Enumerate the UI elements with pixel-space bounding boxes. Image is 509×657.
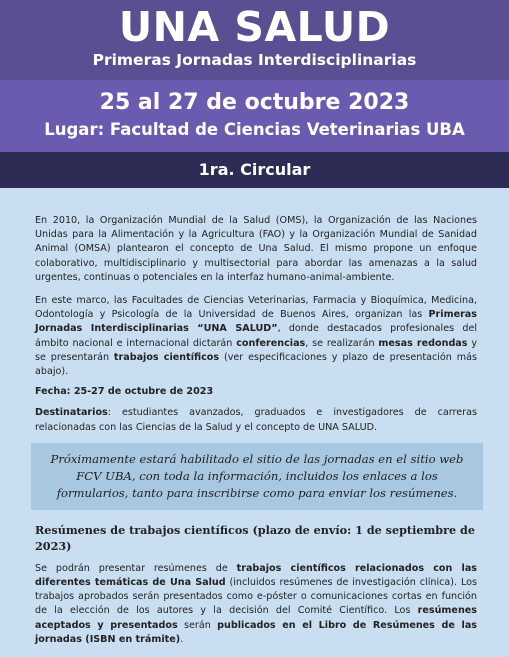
abstracts-paragraph <box>35 562 477 647</box>
text-run: (incluidos resúmenes de investigación clínica). Los trabajos aprobados serán presentados como e-póster o comunicaciones cortas en función de la elección de los autores y la decisión del Comité Científico. Los <box>35 577 477 617</box>
circular-label: 1ra. Circular <box>198 160 311 179</box>
event-subtitle: Primeras Jornadas Interdisciplinarias <box>92 51 417 69</box>
text-run: Se podrán presentar resúmenes de <box>35 562 237 574</box>
event-title: UNA SALUD <box>118 3 391 51</box>
text-run: , donde destacados profesionales del ámbito nacional e internacional dictarán <box>35 323 478 349</box>
bold-run: mesas redondas <box>378 337 468 349</box>
date-band <box>0 80 509 152</box>
text-run: , se realizarán <box>305 337 379 349</box>
audience-label: Destinatarios <box>35 407 108 419</box>
text-run: (ver especificaciones y plazo de presentación más abajo). <box>35 351 477 378</box>
website-notice: Próximamente estará habilitado el sitio de las jornadas en el sitio web FCV UBA, con toda la información, incluidos los enlaces a los formularios, tanto para inscribirse como para enviar los resúmenes. <box>31 443 483 510</box>
date-line: Fecha: 25-27 de octubre de 2023 <box>35 386 214 398</box>
text-run: serán <box>177 619 218 631</box>
audience-text: : estudiantes avanzados, graduados e investigadores de carreras relacionadas con las Ciencias de la Salud y el concepto de UNA SALUD. <box>35 407 477 433</box>
intro-paragraph: En 2010, la Organización Mundial de la Salud (OMS), la Organización de las Naciones Unidas para la Alimentación y la Agricultura (FAO) y la Organización Mundial de Sanidad Animal (OMSA) plantearon el concepto de Una Salud. El mismo propone un enfoque colaborativo, multidisciplinario y multisectorial para abordar las amenazas a la salud urgentes, continuas o potenciales en la interfaz humano-animal-ambiente. <box>35 215 477 283</box>
abstracts-heading: Resúmenes de trabajos científicos (plazo de envío: 1 de septiembre de 2023) <box>35 522 475 553</box>
audience-paragraph <box>35 406 477 434</box>
circular-band <box>0 152 509 188</box>
text-run: y se presentarán <box>35 337 478 363</box>
text-run: . <box>180 633 184 645</box>
bold-run: trabajos científicos <box>113 351 220 363</box>
bold-run: conferencias <box>236 337 306 349</box>
bold-run: Primeras Jornadas Interdisciplinarias “UNA SALUD” <box>35 309 477 335</box>
text-run: En este marco, las Facultades de Ciencias Veterinarias, Farmacia y Bioquímica, Medicina, Odontología y Psicología de la Universidad de Buenos Aires, organizan las <box>35 295 477 321</box>
bold-run: trabajos científicos relacionados con las diferentes temáticas de Una Salud <box>35 562 477 589</box>
bold-run: publicados en el Libro de Resúmenes de las jornadas (ISBN en trámite) <box>35 619 478 645</box>
event-dates: 25 al 27 de octubre 2023 <box>99 90 410 115</box>
document-body <box>0 214 509 647</box>
header-band <box>0 0 509 80</box>
framework-paragraph <box>35 294 477 379</box>
bold-run: resúmenes aceptados y presentados <box>35 605 477 631</box>
event-place: Lugar: Facultad de Ciencias Veterinarias UBA <box>44 120 465 139</box>
